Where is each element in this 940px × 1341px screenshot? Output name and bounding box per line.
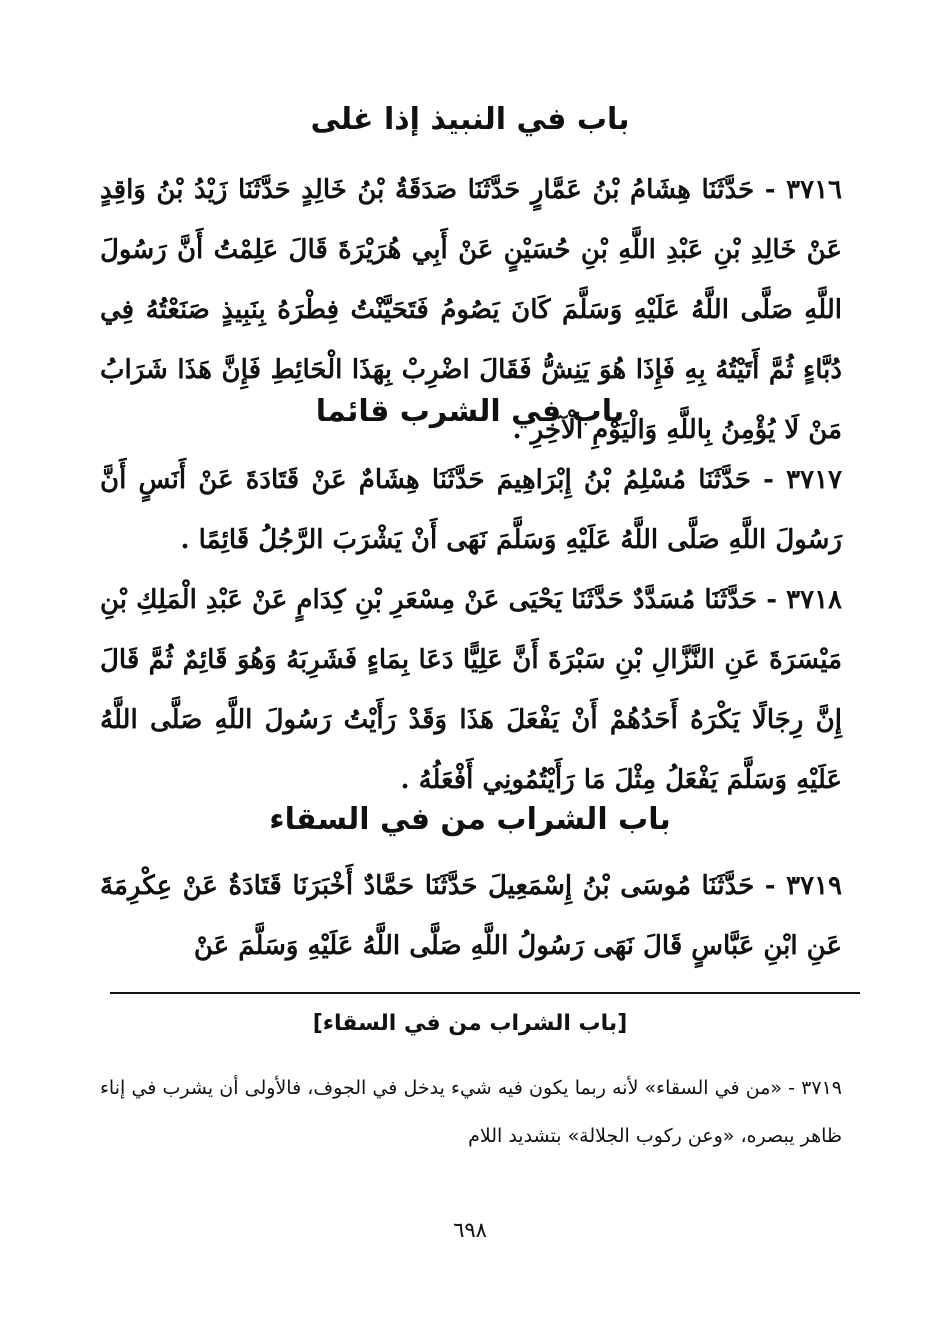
hadith-3719: ٣٧١٩ - حَدَّثَنَا مُوسَى بْنُ إِسْمَعِيلَ حَدَّثَنَا حَمَّادٌ أَخْبَرَنَا قَتَادَةُ عَنْ عِكْرِمَةَ عَنِ ابْنِ عَبَّاسٍ قَالَ نَهَى رَسُولُ اللَّهِ صَلَّى اللَّهُ عَلَيْهِ وَسَلَّمَ عَنْ [100, 871, 842, 961]
footnote-text: ٣٧١٩ - «من في السقاء» لأنه ربما يكون فيه شيء يدخل في الجوف، فالأولى أن يشرب في إناء ظاهر يبصره، «وعن ركوب الجلالة» بتشديد اللام [100, 1077, 842, 1147]
hadith-3717: ٣٧١٧ - حَدَّثَنَا مُسْلِمُ بْنُ إِبْرَاهِيمَ حَدَّثَنَا هِشَامٌ عَنْ قَتَادَةَ عَنْ أَنَسٍ أَنَّ رَسُولَ اللَّهِ صَلَّى اللَّهُ عَلَيْهِ وَسَلَّمَ نَهَى أَنْ يَشْرَبَ الرَّجُلُ قَائِمًا . [100, 465, 842, 555]
hadith-3718: ٣٧١٨ - حَدَّثَنَا مُسَدَّدٌ حَدَّثَنَا يَحْيَى عَنْ مِسْعَرِ بْنِ كِدَامٍ عَنْ عَبْدِ الْمَلِكِ بْنِ مَيْسَرَةَ عَنِ النَّزَّالِ بْنِ سَبْرَةَ أَنَّ عَلِيًّا دَعَا بِمَاءٍ فَشَرِبَهُ وَهُوَ قَائِمٌ ثُمَّ قَالَ إِنَّ رِجَالًا يَكْرَهُ أَحَدُهُمْ أَنْ يَفْعَلَ هَذَا وَقَدْ رَأَيْتُ رَسُولَ اللَّهِ صَلَّى اللَّهُ عَلَيْهِ وَسَلَّمَ يَفْعَلُ مِثْلَ مَا رَأَيْتُمُونِي أَفْعَلُهُ . [100, 585, 842, 795]
chapter-heading-nabidh: باب في النبيذ إذا غلى [310, 102, 630, 137]
footnote-heading: [باب الشراب من في السقاء] [312, 1011, 628, 1036]
hadith-3716: ٣٧١٦ - حَدَّثَنَا هِشَامُ بْنُ عَمَّارٍ حَدَّثَنَا صَدَقَةُ بْنُ خَالِدٍ حَدَّثَنَا زَيْدُ بْنُ وَاقِدٍ عَنْ خَالِدِ بْنِ عَبْدِ اللَّهِ بْنِ حُسَيْنٍ عَنْ أَبِي هُرَيْرَةَ قَالَ عَلِمْتُ أَنَّ رَسُولَ اللَّهِ صَلَّى اللَّهُ عَلَيْهِ وَسَلَّمَ كَانَ يَصُومُ فَتَحَيَّنْتُ فِطْرَهُ بِنَبِيذٍ صَنَعْتُهُ فِي دُبَّاءٍ ثُمَّ أَتَيْتُهُ بِهِ فَإِذَا هُوَ يَنِشُّ فَقَالَ اضْرِبْ بِهَذَا الْحَائِطِ فَإِنَّ هَذَا شَرَابُ مَنْ لَا يُؤْمِنُ بِاللَّهِ وَالْيَوْمِ الْآخِرِ . [100, 175, 842, 445]
footnote-divider [110, 992, 860, 994]
chapter-heading-waterskin: باب الشراب من في السقاء [269, 802, 671, 837]
chapter-heading-drinking-standing: باب في الشرب قائما [315, 394, 625, 429]
page-number: ٦٩٨ [453, 1218, 487, 1242]
